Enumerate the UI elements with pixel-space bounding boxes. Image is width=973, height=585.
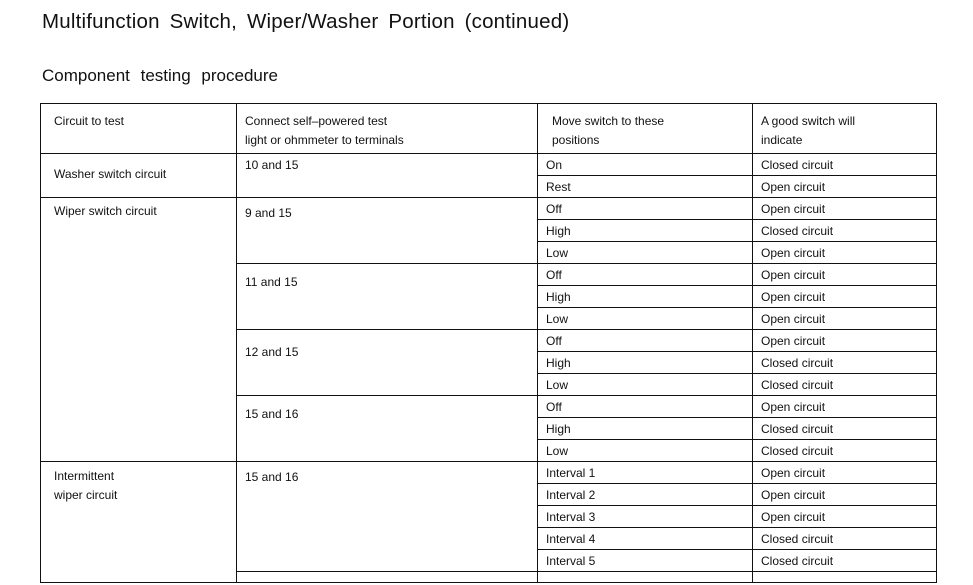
page-title: Multifunction Switch, Wiper/Washer Portion (continued) <box>42 10 570 33</box>
terminals-15-16-intermittent: 15 and 16 <box>237 462 538 572</box>
indication-cell: Open circuit <box>753 462 937 484</box>
circuit-wiper: Wiper switch circuit <box>41 198 237 462</box>
continued-cell <box>237 572 538 583</box>
position-cell: Off <box>538 396 753 418</box>
indication-cell: Closed circuit <box>753 440 937 462</box>
indication-cell: Closed circuit <box>753 528 937 550</box>
position-cell: High <box>538 352 753 374</box>
position-cell: High <box>538 418 753 440</box>
indication-cell: Open circuit <box>753 242 937 264</box>
header-connect-line1: Connect self–powered test <box>245 114 388 128</box>
indication-cell: Open circuit <box>753 330 937 352</box>
position-cell: High <box>538 286 753 308</box>
intermittent-line2: wiper circuit <box>54 488 118 502</box>
table-row <box>41 154 937 176</box>
indication-cell: Open circuit <box>753 308 937 330</box>
position-cell: Off <box>538 198 753 220</box>
terminals-12-15: 12 and 15 <box>237 330 538 396</box>
section-subtitle: Component testing procedure <box>42 66 278 85</box>
indication-cell: Closed circuit <box>753 220 937 242</box>
indication-cell: Open circuit <box>753 264 937 286</box>
position-cell: Low <box>538 242 753 264</box>
position-cell: Rest <box>538 176 753 198</box>
position-cell: Interval 3 <box>538 506 753 528</box>
position-cell: Interval 2 <box>538 484 753 506</box>
continued-cell <box>538 572 753 583</box>
indication-cell: Open circuit <box>753 484 937 506</box>
indication-cell: Closed circuit <box>753 550 937 572</box>
position-cell: On <box>538 154 753 176</box>
position-cell: Interval 4 <box>538 528 753 550</box>
header-switch-positions <box>538 104 753 154</box>
table-row <box>41 198 937 220</box>
position-cell: Off <box>538 330 753 352</box>
table-header-row <box>41 104 937 154</box>
header-connect-line2: light or ohmmeter to terminals <box>245 133 404 147</box>
terminals-11-15: 11 and 15 <box>237 264 538 330</box>
continued-cell <box>753 572 937 583</box>
position-cell: Low <box>538 308 753 330</box>
header-move-line1: Move switch to these <box>552 114 665 128</box>
circuit-washer: Washer switch circuit <box>41 154 237 198</box>
indication-cell: Open circuit <box>753 396 937 418</box>
position-cell: Off <box>538 264 753 286</box>
intermittent-line1: Intermittent <box>54 469 115 483</box>
indication-cell: Open circuit <box>753 176 937 198</box>
terminals-15-16: 15 and 16 <box>237 396 538 462</box>
header-good-line2: indicate <box>761 133 803 147</box>
indication-cell: Open circuit <box>753 506 937 528</box>
header-move-line2: positions <box>552 133 600 147</box>
header-connect-terminals <box>237 104 538 154</box>
header-good-line1: A good switch will <box>761 114 856 128</box>
component-testing-table <box>40 103 937 583</box>
indication-cell: Open circuit <box>753 198 937 220</box>
position-cell: Low <box>538 374 753 396</box>
circuit-intermittent-wiper <box>41 462 237 583</box>
header-good-switch-indicates <box>753 104 937 154</box>
table-row <box>41 462 937 484</box>
indication-cell: Closed circuit <box>753 374 937 396</box>
position-cell: High <box>538 220 753 242</box>
header-circuit-to-test: Circuit to test <box>41 104 237 154</box>
indication-cell: Closed circuit <box>753 352 937 374</box>
indication-cell: Closed circuit <box>753 154 937 176</box>
indication-cell: Closed circuit <box>753 418 937 440</box>
position-cell: Interval 1 <box>538 462 753 484</box>
indication-cell: Open circuit <box>753 286 937 308</box>
terminals-10-15: 10 and 15 <box>237 154 538 198</box>
position-cell: Interval 5 <box>538 550 753 572</box>
terminals-9-15: 9 and 15 <box>237 198 538 264</box>
position-cell: Low <box>538 440 753 462</box>
